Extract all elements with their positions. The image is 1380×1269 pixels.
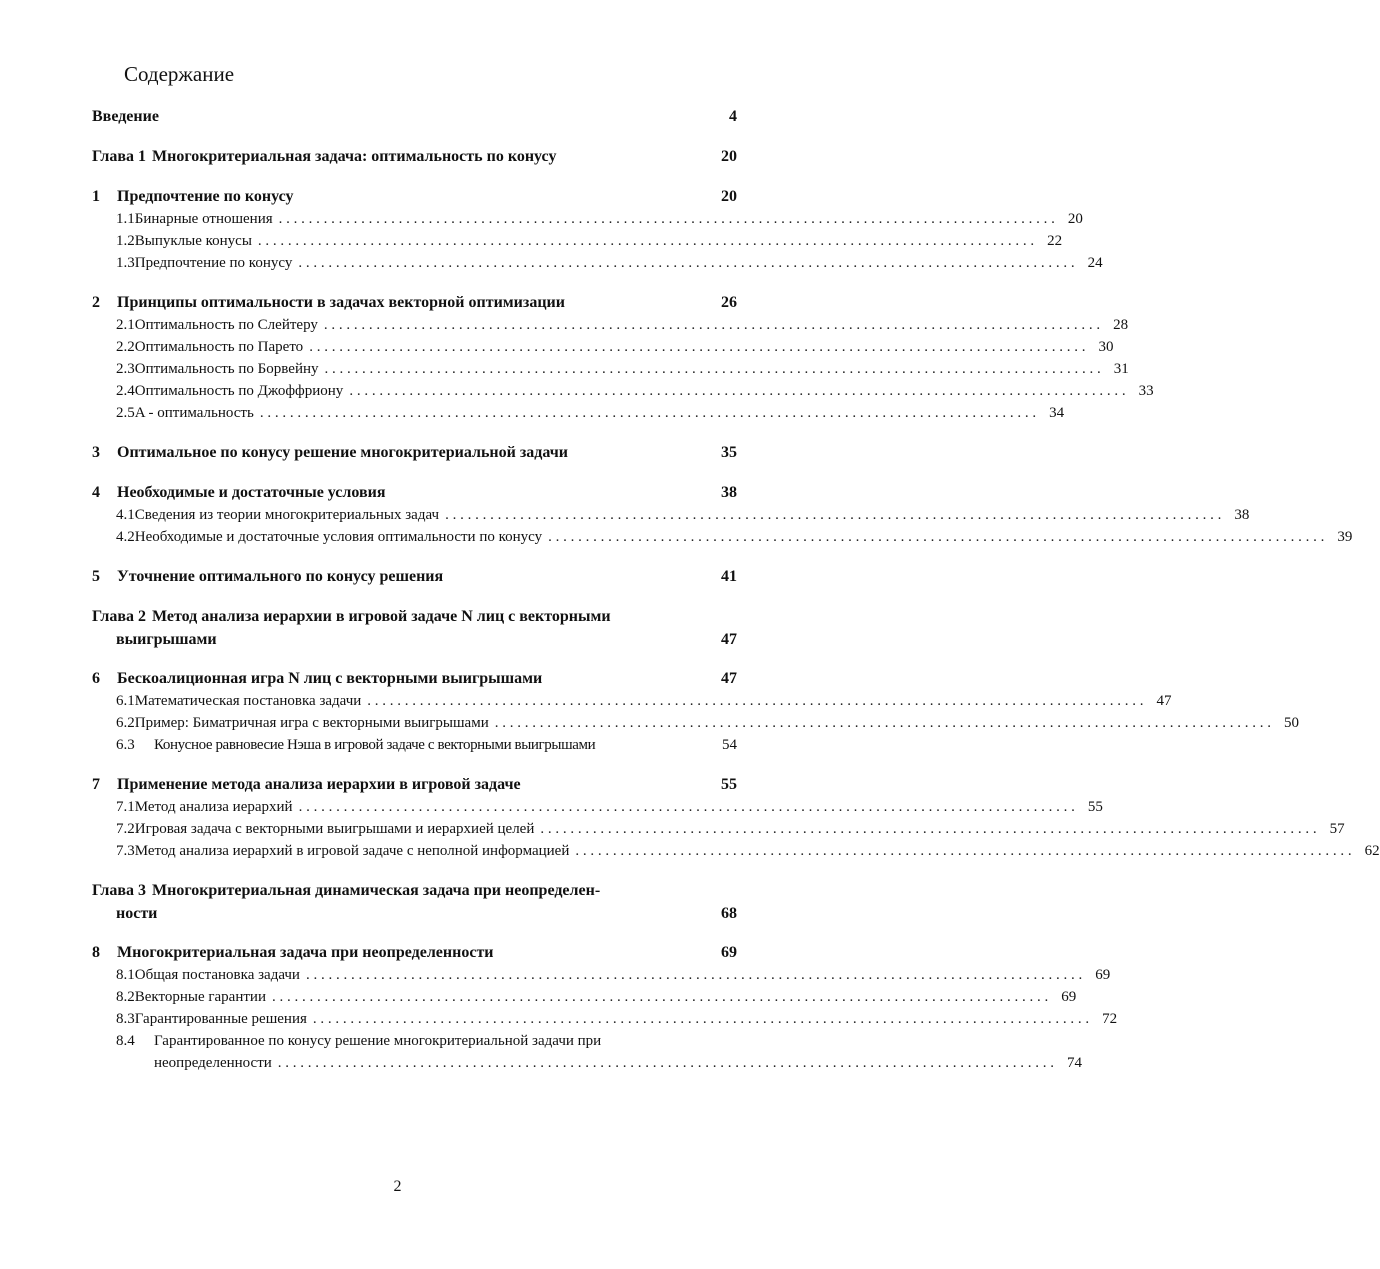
toc-chapter-1 bbox=[92, 148, 737, 166]
chapter-label: Глава 2 bbox=[92, 608, 146, 625]
subsection-number: 8.3 bbox=[116, 1011, 135, 1027]
toc-section-5 bbox=[92, 568, 737, 586]
section-number: 5 bbox=[92, 568, 100, 585]
toc-subsection-1-3 bbox=[116, 255, 1103, 272]
subsection-title: Предпочтение по конусу bbox=[134, 255, 293, 271]
subsection-number: 1.2 bbox=[116, 233, 135, 249]
section-number: 3 bbox=[92, 444, 100, 461]
toc-entry-page: 33 bbox=[1138, 383, 1154, 399]
toc-section-6 bbox=[92, 670, 737, 688]
toc-entry-page: 55 bbox=[721, 776, 737, 793]
leader-dots bbox=[279, 211, 1055, 228]
toc-intro bbox=[92, 108, 737, 126]
chapter-title-cont: выигрышами bbox=[116, 631, 217, 648]
toc-section-2 bbox=[92, 294, 737, 312]
leader-dots bbox=[324, 317, 1100, 334]
toc-subsection-2-5 bbox=[116, 405, 1065, 422]
toc-entry-page: 31 bbox=[1113, 361, 1129, 377]
subsection-title: Метод анализа иерархий в игровой задаче с неполной информацией bbox=[134, 843, 570, 859]
subsection-title: Игровая задача с векторными выигрышами и иерархией целей bbox=[134, 821, 535, 837]
toc-entry-page: 47 bbox=[721, 631, 737, 648]
toc-entry-page: 30 bbox=[1098, 339, 1114, 355]
subsection-number: 8.1 bbox=[116, 967, 135, 983]
toc-title: Содержание bbox=[124, 62, 235, 86]
toc-entry-page: 72 bbox=[1102, 1011, 1118, 1027]
subsection-title: Оптимальность по Джоффриону bbox=[134, 383, 344, 399]
subsection-title: Бинарные отношения bbox=[134, 211, 273, 227]
toc-subsection-1-2 bbox=[116, 233, 1063, 250]
subsection-title: Выпуклые конусы bbox=[134, 233, 252, 249]
toc-subsection-6-3 bbox=[116, 737, 737, 754]
chapter-label: Глава 1 bbox=[92, 148, 146, 165]
section-number: 8 bbox=[92, 944, 100, 961]
subsection-number: 2.2 bbox=[116, 339, 135, 355]
subsection-title: Общая постановка задачи bbox=[134, 967, 300, 983]
toc-entry-page: 74 bbox=[1067, 1055, 1083, 1071]
subsection-title: Пример: Биматричная игра с векторными выигрышами bbox=[134, 715, 489, 731]
subsection-number: 2.5 bbox=[116, 405, 135, 421]
section-number: 7 bbox=[92, 776, 100, 793]
toc-entry-page: 69 bbox=[1061, 989, 1077, 1005]
toc-entry-page: 26 bbox=[721, 294, 737, 311]
page-number: 2 bbox=[393, 1178, 402, 1195]
toc-entry-page: 54 bbox=[722, 737, 737, 753]
section-number: 1 bbox=[92, 188, 100, 205]
subsection-title: Оптимальность по Борвейну bbox=[134, 361, 319, 377]
subsection-title: Векторные гарантии bbox=[134, 989, 266, 1005]
toc-chapter-2-cont bbox=[116, 631, 737, 649]
leader-dots bbox=[445, 507, 1221, 524]
section-title: Уточнение оптимального по конусу решения bbox=[117, 568, 444, 585]
leader-dots bbox=[349, 383, 1125, 400]
toc-subsection-8-4-cont bbox=[154, 1055, 1083, 1072]
toc-subsection-7-1 bbox=[116, 799, 1103, 816]
section-number: 4 bbox=[92, 484, 100, 501]
toc-entry-page: 41 bbox=[721, 568, 737, 585]
toc-section-3 bbox=[92, 444, 737, 462]
subsection-title: Математическая постановка задачи bbox=[134, 693, 362, 709]
toc-chapter-3 bbox=[92, 882, 737, 900]
toc-entry-page: 20 bbox=[721, 188, 737, 205]
subsection-title: Сведения из теории многокритериальных задач bbox=[134, 507, 440, 523]
subsection-title: A - оптимальность bbox=[134, 405, 254, 421]
section-title: Принципы оптимальности в задачах векторной оптимизации bbox=[117, 294, 565, 311]
toc-subsection-1-1 bbox=[116, 211, 1083, 228]
toc-subsection-4-2 bbox=[116, 529, 1353, 546]
toc-subsection-8-2 bbox=[116, 989, 1077, 1006]
leader-dots bbox=[575, 843, 1351, 860]
toc-chapter-2 bbox=[92, 608, 737, 626]
toc-entry-page: 4 bbox=[729, 108, 737, 125]
leader-dots bbox=[299, 799, 1075, 816]
subsection-number: 6.3 bbox=[116, 737, 135, 753]
toc-entry-page: 20 bbox=[1067, 211, 1083, 227]
toc-subsection-2-4 bbox=[116, 383, 1154, 400]
subsection-number: 7.1 bbox=[116, 799, 135, 815]
toc-subsection-4-1 bbox=[116, 507, 1250, 524]
leader-dots bbox=[313, 1011, 1089, 1028]
toc-entry-page: 69 bbox=[1095, 967, 1111, 983]
section-title: Необходимые и достаточные условия bbox=[117, 484, 386, 501]
subsection-number: 2.1 bbox=[116, 317, 135, 333]
toc-subsection-2-1 bbox=[116, 317, 1129, 334]
toc-entry-page: 35 bbox=[721, 444, 737, 461]
toc-entry-page: 69 bbox=[721, 944, 737, 961]
toc-entry-page: 24 bbox=[1087, 255, 1103, 271]
leader-dots bbox=[278, 1055, 1054, 1072]
toc-subsection-8-4 bbox=[116, 1033, 737, 1050]
subsection-number: 2.4 bbox=[116, 383, 135, 399]
toc-section-4 bbox=[92, 484, 737, 502]
toc-subsection-8-1 bbox=[116, 967, 1111, 984]
toc-subsection-6-1 bbox=[116, 693, 1172, 710]
chapter-title-cont: ности bbox=[116, 905, 158, 922]
toc-subsection-2-2 bbox=[116, 339, 1114, 356]
toc-entry-page: 68 bbox=[721, 905, 737, 922]
subsection-title: Необходимые и достаточные условия оптимальности по конусу bbox=[134, 529, 543, 545]
section-number: 6 bbox=[92, 670, 100, 687]
toc-subsection-7-2 bbox=[116, 821, 1345, 838]
leader-dots bbox=[272, 989, 1048, 1006]
subsection-number: 4.1 bbox=[116, 507, 135, 523]
leader-dots bbox=[260, 405, 1036, 422]
subsection-number: 8.2 bbox=[116, 989, 135, 1005]
toc-entry-page: 47 bbox=[721, 670, 737, 687]
toc-subsection-7-3 bbox=[116, 843, 1380, 860]
toc-entry-page: 57 bbox=[1329, 821, 1345, 837]
leader-dots bbox=[298, 255, 1074, 272]
subsection-title: Метод анализа иерархий bbox=[134, 799, 293, 815]
subsection-number: 1.1 bbox=[116, 211, 135, 227]
toc-entry-page: 28 bbox=[1113, 317, 1129, 333]
leader-dots bbox=[309, 339, 1085, 356]
toc-entry-text: Введение bbox=[92, 108, 159, 125]
subsection-number: 6.2 bbox=[116, 715, 135, 731]
leader-dots bbox=[306, 967, 1082, 984]
chapter-title: Метод анализа иерархии в игровой задаче N лиц с векторными bbox=[152, 608, 611, 625]
toc-entry-page: 38 bbox=[721, 484, 737, 501]
subsection-number: 4.2 bbox=[116, 529, 135, 545]
leader-dots bbox=[548, 529, 1324, 546]
subsection-title: Конусное равновесие Нэша в игровой задаче с векторными выигрышами bbox=[154, 737, 596, 753]
toc-entry-page: 22 bbox=[1047, 233, 1063, 249]
subsection-number: 7.3 bbox=[116, 843, 135, 859]
toc-subsection-2-3 bbox=[116, 361, 1129, 378]
section-title: Применение метода анализа иерархии в игровой задаче bbox=[117, 776, 521, 793]
subsection-title: Гарантированное по конусу решение многокритериальной задачи при bbox=[154, 1033, 602, 1049]
subsection-title: Гарантированные решения bbox=[134, 1011, 307, 1027]
subsection-number: 8.4 bbox=[116, 1033, 135, 1049]
subsection-number: 1.3 bbox=[116, 255, 135, 271]
subsection-number: 6.1 bbox=[116, 693, 135, 709]
chapter-title: Многокритериальная динамическая задача при неопределен- bbox=[152, 882, 601, 899]
toc-entry-page: 38 bbox=[1234, 507, 1250, 523]
toc-subsection-6-2 bbox=[116, 715, 1299, 732]
toc-subsection-8-3 bbox=[116, 1011, 1118, 1028]
leader-dots bbox=[367, 693, 1143, 710]
toc-section-1 bbox=[92, 188, 737, 206]
section-title: Бескоалиционная игра N лиц с векторными выигрышами bbox=[117, 670, 543, 687]
toc-section-8 bbox=[92, 944, 737, 962]
toc-entry-page: 55 bbox=[1087, 799, 1103, 815]
subsection-title: Оптимальность по Парето bbox=[134, 339, 304, 355]
subsection-title: Оптимальность по Слейтеру bbox=[134, 317, 318, 333]
toc-entry-page: 39 bbox=[1337, 529, 1353, 545]
section-title: Многокритериальная задача при неопределенности bbox=[117, 944, 494, 961]
toc-entry-page: 47 bbox=[1156, 693, 1172, 709]
section-title: Оптимальное по конусу решение многокритериальной задачи bbox=[117, 444, 568, 461]
toc-chapter-3-cont bbox=[116, 905, 737, 923]
chapter-label: Глава 3 bbox=[92, 882, 146, 899]
leader-dots bbox=[495, 715, 1271, 732]
toc-section-7 bbox=[92, 776, 737, 794]
leader-dots bbox=[540, 821, 1316, 838]
section-number: 2 bbox=[92, 294, 100, 311]
toc-entry-page: 50 bbox=[1284, 715, 1299, 731]
toc-entry-page: 34 bbox=[1049, 405, 1065, 421]
section-title: Предпочтение по конусу bbox=[117, 188, 294, 205]
subsection-title-cont: неопределенности bbox=[154, 1055, 272, 1071]
leader-dots bbox=[325, 361, 1101, 378]
subsection-number: 7.2 bbox=[116, 821, 135, 837]
subsection-number: 2.3 bbox=[116, 361, 135, 377]
leader-dots bbox=[258, 233, 1034, 250]
toc-entry-page: 20 bbox=[721, 148, 737, 165]
chapter-title: Многокритериальная задача: оптимальность по конусу bbox=[152, 148, 557, 165]
toc-entry-page: 62 bbox=[1364, 843, 1380, 859]
